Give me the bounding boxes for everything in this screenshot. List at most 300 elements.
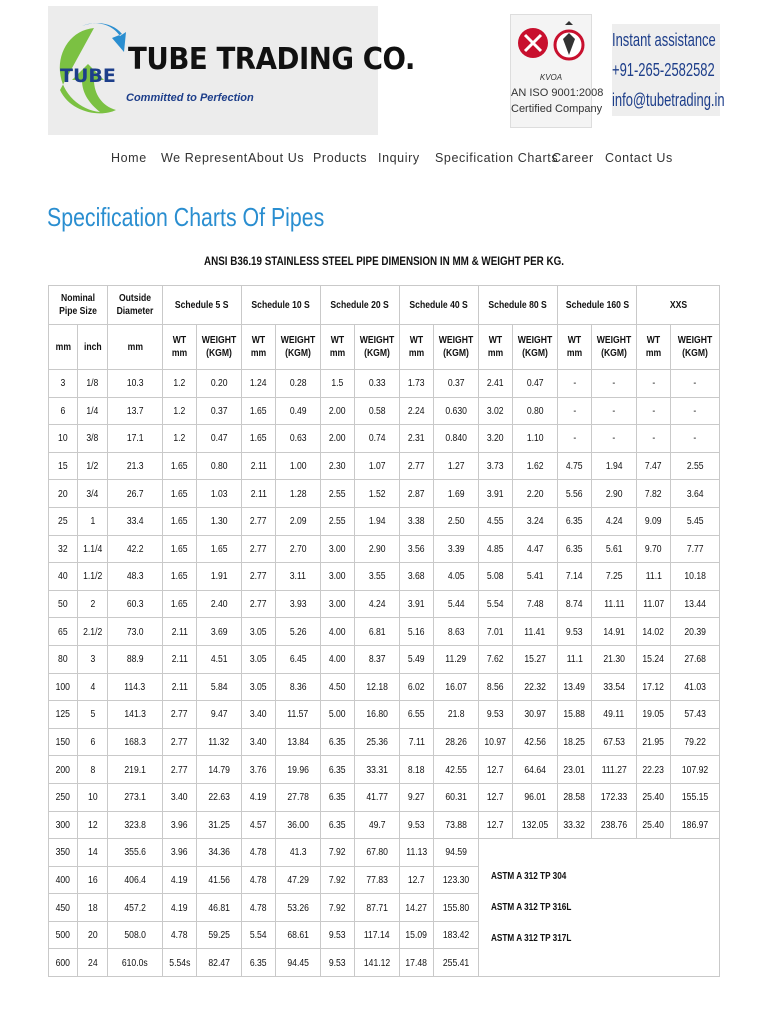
svg-text:TUBE: TUBE	[60, 65, 116, 87]
table-cell: 25.40	[637, 783, 671, 811]
nav-products[interactable]: Products	[313, 151, 368, 165]
table-cell: 14.91	[592, 618, 637, 646]
table-cell: 21.95	[637, 728, 671, 756]
table-cell: 2.1/2	[78, 618, 108, 646]
nav-home[interactable]: Home	[111, 151, 147, 165]
table-cell: 26.7	[108, 480, 163, 508]
table-cell: 6.35	[242, 949, 276, 977]
table-cell: 1.10	[513, 425, 558, 453]
table-cell: 4.55	[479, 507, 513, 535]
table-cell: 0.630	[434, 397, 479, 425]
iso-certificate-badge	[510, 14, 604, 128]
table-cell: 3.11	[276, 563, 321, 591]
table-cell: 1.65	[163, 480, 197, 508]
table-cell: 6.35	[321, 728, 355, 756]
table-cell: 9.53	[558, 618, 592, 646]
table-cell: 2.77	[163, 756, 197, 784]
table-cell: 2.11	[163, 673, 197, 701]
table-cell: 22.32	[513, 673, 558, 701]
table-cell: 457.2	[108, 894, 163, 922]
table-cell: 67.53	[592, 728, 637, 756]
table-cell: 1.65	[197, 535, 242, 563]
table-cell: 2.11	[242, 480, 276, 508]
table-cell: 1.1/4	[78, 535, 108, 563]
table-cell: 172.33	[592, 783, 637, 811]
table-cell: 49.7	[355, 811, 400, 839]
table-cell: 5.00	[321, 701, 355, 729]
table-row	[49, 756, 720, 784]
nav-specification-charts[interactable]: Specification Charts	[435, 151, 559, 165]
table-cell: 6	[49, 397, 78, 425]
table-cell: 1.28	[276, 480, 321, 508]
table-cell: 0.28	[276, 370, 321, 398]
iso-text: AN ISO 9001:2008	[511, 87, 604, 99]
table-cell: 6.55	[400, 701, 434, 729]
subheader-wt: WT mm	[163, 325, 197, 370]
table-cell: 7.92	[321, 894, 355, 922]
table-cell: 3.20	[479, 425, 513, 453]
table-cell: 9.70	[637, 535, 671, 563]
table-cell: 1.65	[242, 397, 276, 425]
nav-career[interactable]: Career	[552, 151, 594, 165]
table-cell: 11.32	[197, 728, 242, 756]
table-cell: 73.88	[434, 811, 479, 839]
table-cell: 10.3	[108, 370, 163, 398]
table-cell: 0.80	[513, 397, 558, 425]
table-cell: 4.50	[321, 673, 355, 701]
table-cell: 68.61	[276, 921, 321, 949]
table-cell: 12.7	[479, 756, 513, 784]
table-cell: 88.9	[108, 645, 163, 673]
table-cell: 3.02	[479, 397, 513, 425]
table-cell: 6.35	[558, 535, 592, 563]
subheader-wt: WT mm	[558, 325, 592, 370]
table-header-row	[49, 286, 720, 325]
table-cell: 4	[78, 673, 108, 701]
table-cell: 87.71	[355, 894, 400, 922]
table-cell: 6.81	[355, 618, 400, 646]
table-cell: 57.43	[671, 701, 720, 729]
table-cell: 1.69	[434, 480, 479, 508]
table-cell: 11.57	[276, 701, 321, 729]
table-cell: 15.09	[400, 921, 434, 949]
subheader-wt: WT mm	[400, 325, 434, 370]
table-cell: 155.15	[671, 783, 720, 811]
table-cell: 7.48	[513, 590, 558, 618]
table-cell: 6.45	[276, 645, 321, 673]
subheader-weight: WEIGHT (KGM)	[276, 325, 321, 370]
table-cell: 5.45	[671, 507, 720, 535]
table-cell: 141.3	[108, 701, 163, 729]
astm-note: ASTM A 312 TP 317L	[491, 933, 572, 945]
table-cell: 3	[49, 370, 78, 398]
table-cell: 9.47	[197, 701, 242, 729]
table-cell: 11.07	[637, 590, 671, 618]
table-cell: 11.1	[558, 645, 592, 673]
table-cell: 107.92	[671, 756, 720, 784]
table-row	[49, 370, 720, 398]
table-cell: 28.58	[558, 783, 592, 811]
table-cell: 3/4	[78, 480, 108, 508]
table-cell: 1.2	[163, 370, 197, 398]
table-cell: 7.77	[671, 535, 720, 563]
table-cell: 33.4	[108, 507, 163, 535]
table-cell: 0.58	[355, 397, 400, 425]
table-cell: 2.77	[242, 507, 276, 535]
table-cell: 1.94	[355, 507, 400, 535]
table-cell: 3.38	[400, 507, 434, 535]
table-cell: 4.78	[242, 866, 276, 894]
table-cell: 42.55	[434, 756, 479, 784]
table-cell: 12	[78, 811, 108, 839]
table-cell: 1.1/2	[78, 563, 108, 591]
table-cell: 13.7	[108, 397, 163, 425]
table-cell: 10.97	[479, 728, 513, 756]
table-cell: 3.68	[400, 563, 434, 591]
table-cell: 1.65	[163, 590, 197, 618]
table-cell: 6	[78, 728, 108, 756]
table-row	[49, 645, 720, 673]
table-cell: 355.6	[108, 839, 163, 867]
subheader-weight: WEIGHT (KGM)	[197, 325, 242, 370]
header-outside-diameter: Outside Diameter	[108, 286, 163, 325]
table-cell: 3.76	[242, 756, 276, 784]
table-cell: 250	[49, 783, 78, 811]
table-cell: -	[671, 425, 720, 453]
table-cell: 1.30	[197, 507, 242, 535]
table-cell: 41.77	[355, 783, 400, 811]
table-cell: 1.03	[197, 480, 242, 508]
table-cell: 53.26	[276, 894, 321, 922]
table-cell: 1.65	[163, 452, 197, 480]
table-cell: 183.42	[434, 921, 479, 949]
table-cell: 46.81	[197, 894, 242, 922]
company-name: TUBE TRADING CO.	[128, 42, 415, 77]
table-cell: 3.91	[400, 590, 434, 618]
table-cell: 406.4	[108, 866, 163, 894]
table-cell: 17.12	[637, 673, 671, 701]
table-cell: 0.63	[276, 425, 321, 453]
table-cell: 59.25	[197, 921, 242, 949]
table-cell: 8.74	[558, 590, 592, 618]
table-cell: 11.41	[513, 618, 558, 646]
table-cell: 3.96	[163, 839, 197, 867]
table-cell: 2.24	[400, 397, 434, 425]
table-cell: 23.01	[558, 756, 592, 784]
table-cell: 31.25	[197, 811, 242, 839]
table-cell: -	[558, 425, 592, 453]
table-cell: -	[637, 370, 671, 398]
subheader-od-mm: mm	[108, 325, 163, 370]
table-cell: 273.1	[108, 783, 163, 811]
table-cell: 2.11	[242, 452, 276, 480]
table-cell: 3.00	[321, 590, 355, 618]
table-cell: 5.84	[197, 673, 242, 701]
table-cell: 9.53	[479, 701, 513, 729]
table-cell: 3.05	[242, 618, 276, 646]
table-subheader-row	[49, 325, 720, 370]
tube-logo-icon	[52, 20, 126, 120]
table-cell: 5.16	[400, 618, 434, 646]
table-cell: 3.69	[197, 618, 242, 646]
table-cell: -	[592, 370, 637, 398]
table-cell: 1/4	[78, 397, 108, 425]
nav-we-represent[interactable]: We Represent	[161, 151, 248, 165]
table-cell: 123.30	[434, 866, 479, 894]
table-cell: 16.07	[434, 673, 479, 701]
table-cell: 10	[78, 783, 108, 811]
table-cell: 500	[49, 921, 78, 949]
table-cell: 5.56	[558, 480, 592, 508]
nav-contact-us[interactable]: Contact Us	[605, 151, 673, 165]
table-cell: 3.40	[242, 701, 276, 729]
table-cell: 1.52	[355, 480, 400, 508]
table-cell: 2.20	[513, 480, 558, 508]
table-cell: 2.00	[321, 425, 355, 453]
table-cell: 2.41	[479, 370, 513, 398]
email-address[interactable]: info@tubetrading.in	[612, 90, 725, 110]
table-cell: 3/8	[78, 425, 108, 453]
nav-inquiry[interactable]: Inquiry	[378, 151, 420, 165]
table-row	[49, 397, 720, 425]
table-row	[49, 452, 720, 480]
table-cell: 7.92	[321, 866, 355, 894]
table-cell: 4.78	[242, 839, 276, 867]
certification-logos-icon	[515, 19, 587, 69]
table-cell: 4.85	[479, 535, 513, 563]
table-cell: 28.26	[434, 728, 479, 756]
table-cell: 16.80	[355, 701, 400, 729]
table-cell: 9.53	[400, 811, 434, 839]
table-cell: 1	[78, 507, 108, 535]
table-cell: 13.49	[558, 673, 592, 701]
table-cell: 5.54	[479, 590, 513, 618]
table-cell: 2.77	[400, 452, 434, 480]
table-cell: 1.5	[321, 370, 355, 398]
table-cell: 8.37	[355, 645, 400, 673]
table-cell: 3.55	[355, 563, 400, 591]
company-tagline: Committed to Perfection	[126, 92, 254, 104]
table-cell: 5.54	[242, 921, 276, 949]
astm-note: ASTM A 312 TP 316L	[491, 902, 572, 914]
table-cell: 2.50	[434, 507, 479, 535]
table-cell: 3.00	[321, 535, 355, 563]
table-cell: 2.70	[276, 535, 321, 563]
header-schedule-40s: Schedule 40 S	[400, 286, 479, 325]
table-cell: 4.47	[513, 535, 558, 563]
table-cell: 27.68	[671, 645, 720, 673]
table-row	[49, 480, 720, 508]
table-cell: 15	[49, 452, 78, 480]
table-cell: 5.44	[434, 590, 479, 618]
table-cell: 73.0	[108, 618, 163, 646]
table-cell: 25	[49, 507, 78, 535]
table-cell: 5.26	[276, 618, 321, 646]
table-cell: 9.53	[321, 949, 355, 977]
table-cell: 13.44	[671, 590, 720, 618]
table-cell: 2.87	[400, 480, 434, 508]
table-cell: 8.56	[479, 673, 513, 701]
table-cell: 3.24	[513, 507, 558, 535]
table-cell: 4.51	[197, 645, 242, 673]
table-row	[49, 507, 720, 535]
table-cell: 0.33	[355, 370, 400, 398]
table-cell: 6.35	[321, 811, 355, 839]
table-cell: 42.2	[108, 535, 163, 563]
table-cell: 219.1	[108, 756, 163, 784]
table-cell: 4.19	[242, 783, 276, 811]
table-cell: 1/2	[78, 452, 108, 480]
table-cell: 8.18	[400, 756, 434, 784]
table-cell: 3.05	[242, 645, 276, 673]
table-row	[49, 590, 720, 618]
table-cell: 150	[49, 728, 78, 756]
table-cell: 3.40	[163, 783, 197, 811]
table-cell: 94.45	[276, 949, 321, 977]
table-cell: 9.53	[321, 921, 355, 949]
table-cell: 4.00	[321, 618, 355, 646]
table-cell: 21.3	[108, 452, 163, 480]
table-cell: 19.05	[637, 701, 671, 729]
table-cell: 117.14	[355, 921, 400, 949]
table-cell: 5.61	[592, 535, 637, 563]
table-cell: 4.05	[434, 563, 479, 591]
table-cell: 155.80	[434, 894, 479, 922]
table-cell: 9.09	[637, 507, 671, 535]
table-cell: 186.97	[671, 811, 720, 839]
page-title: Specification Charts Of Pipes	[47, 202, 325, 232]
table-cell: 2.11	[163, 645, 197, 673]
table-cell: -	[592, 425, 637, 453]
table-cell: 3.91	[479, 480, 513, 508]
table-cell: 19.96	[276, 756, 321, 784]
table-cell: -	[671, 370, 720, 398]
table-cell: 0.47	[197, 425, 242, 453]
subheader-wt: WT mm	[637, 325, 671, 370]
table-cell: 11.29	[434, 645, 479, 673]
table-cell: 1/8	[78, 370, 108, 398]
table-row	[49, 728, 720, 756]
table-cell: -	[671, 397, 720, 425]
table-cell: 5.08	[479, 563, 513, 591]
table-cell: 41.03	[671, 673, 720, 701]
table-row	[49, 811, 720, 839]
table-row	[49, 535, 720, 563]
table-cell: 47.29	[276, 866, 321, 894]
table-cell: 132.05	[513, 811, 558, 839]
table-cell: 12.7	[479, 811, 513, 839]
table-cell: 4.24	[592, 507, 637, 535]
table-row	[49, 563, 720, 591]
table-cell: 1.91	[197, 563, 242, 591]
table-cell: 1.62	[513, 452, 558, 480]
contact-assistance	[612, 24, 725, 116]
table-cell: 40	[49, 563, 78, 591]
table-cell: 3.64	[671, 480, 720, 508]
subheader-wt: WT mm	[242, 325, 276, 370]
table-cell: 4.78	[163, 921, 197, 949]
company-logo[interactable]	[48, 6, 415, 135]
table-cell: 1.2	[163, 397, 197, 425]
table-cell: 10	[49, 425, 78, 453]
table-cell: 21.30	[592, 645, 637, 673]
table-cell: 0.37	[434, 370, 479, 398]
table-cell: 4.19	[163, 866, 197, 894]
table-body	[49, 370, 720, 977]
table-cell: 3.96	[163, 811, 197, 839]
table-cell: 1.27	[434, 452, 479, 480]
assistance-heading: Instant assistance	[612, 30, 716, 50]
table-cell: 2.77	[242, 563, 276, 591]
table-cell: 8	[78, 756, 108, 784]
table-cell: 96.01	[513, 783, 558, 811]
table-row	[49, 783, 720, 811]
table-cell: 36.00	[276, 811, 321, 839]
table-cell: 64.64	[513, 756, 558, 784]
table-cell: 1.00	[276, 452, 321, 480]
table-cell: 80	[49, 645, 78, 673]
table-cell: 7.11	[400, 728, 434, 756]
table-cell: 4.57	[242, 811, 276, 839]
table-cell: 27.78	[276, 783, 321, 811]
table-cell: 12.7	[479, 783, 513, 811]
table-cell: 5.49	[400, 645, 434, 673]
subheader-weight: WEIGHT (KGM)	[513, 325, 558, 370]
table-cell: 2.00	[321, 397, 355, 425]
table-row	[49, 425, 720, 453]
table-cell: 14.27	[400, 894, 434, 922]
subheader-mm: mm	[49, 325, 78, 370]
table-cell: 21.8	[434, 701, 479, 729]
table-cell: 125	[49, 701, 78, 729]
table-cell: 238.76	[592, 811, 637, 839]
table-cell: 600	[49, 949, 78, 977]
phone-number[interactable]: +91-265-2582582	[612, 60, 715, 80]
header-schedule-80s: Schedule 80 S	[479, 286, 558, 325]
table-cell: 5.41	[513, 563, 558, 591]
table-cell: 7.92	[321, 839, 355, 867]
table-cell: 11.11	[592, 590, 637, 618]
table-cell: 5	[78, 701, 108, 729]
table-cell: 2.40	[197, 590, 242, 618]
header-schedule-10s: Schedule 10 S	[242, 286, 321, 325]
table-row	[49, 673, 720, 701]
table-cell: 450	[49, 894, 78, 922]
table-cell: 4.00	[321, 645, 355, 673]
table-cell: 48.3	[108, 563, 163, 591]
table-cell: 14.02	[637, 618, 671, 646]
table-cell: 7.62	[479, 645, 513, 673]
table-cell: 34.36	[197, 839, 242, 867]
nav-about-us[interactable]: About Us	[248, 151, 305, 165]
table-cell: -	[558, 397, 592, 425]
astm-note: ASTM A 312 TP 304	[491, 871, 567, 883]
table-cell: 67.80	[355, 839, 400, 867]
table-cell: 24	[78, 949, 108, 977]
table-cell: 1.07	[355, 452, 400, 480]
table-cell: 60.3	[108, 590, 163, 618]
table-cell: 1.24	[242, 370, 276, 398]
table-cell: 400	[49, 866, 78, 894]
table-cell: 14.79	[197, 756, 242, 784]
subheader-weight: WEIGHT (KGM)	[355, 325, 400, 370]
main-navigation	[0, 151, 768, 171]
table-cell: 5.54s	[163, 949, 197, 977]
table-cell: 17.1	[108, 425, 163, 453]
table-cell: 300	[49, 811, 78, 839]
table-cell: 6.02	[400, 673, 434, 701]
table-cell: 114.3	[108, 673, 163, 701]
